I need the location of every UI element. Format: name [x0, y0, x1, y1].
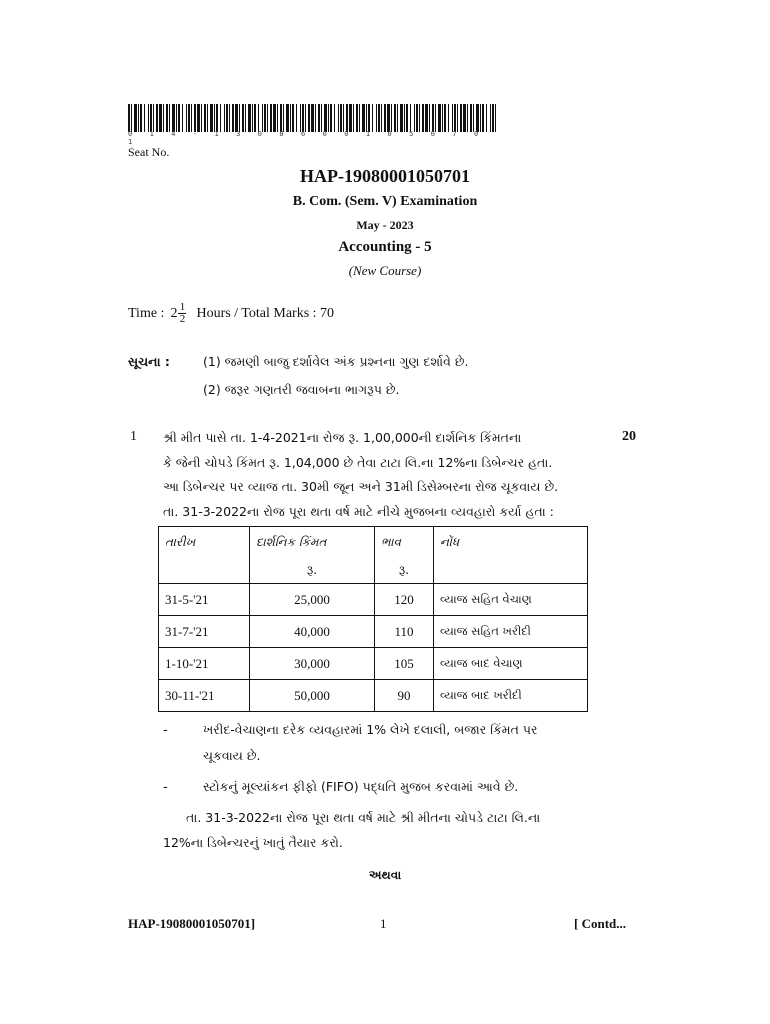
- time-marks-line: [128, 302, 334, 325]
- header-date: તારીખ: [159, 527, 250, 558]
- cell-rate: 110: [375, 616, 434, 648]
- seat-number-label: Seat No.: [128, 145, 170, 159]
- cell-date: 31-5-'21: [159, 584, 250, 616]
- cell-note: વ્યાજ બાદ વેચાણ: [434, 648, 588, 680]
- unit-face-value: રૂ.: [250, 557, 375, 584]
- table-unit-row: [159, 557, 588, 584]
- instruction-1: (1) જમણી બાજુ દર્શાવેલ અંક પ્રશ્નના ગુણ દર્શાવે છે.: [203, 354, 469, 369]
- note-bullet: -: [163, 722, 168, 738]
- note-1-line-1: ખરીદ-વેચાણના દરેક વ્યવહારમાં 1% લેખે દલાલી, બજાર કિંમત પર: [203, 722, 538, 737]
- table-row: [159, 680, 588, 712]
- table-row: [159, 616, 588, 648]
- task-line-1: તા. 31-3-2022ના રોજ પૂરા થતા વર્ષ માટે શ્રી મીતના ચોપડે ટાટા લિ.ના: [186, 810, 541, 825]
- instructions-label: સૂચના :: [128, 354, 170, 369]
- barcode-digits: 0 1 4 - 1 3 0 8 6 0 0 1 0 5 0 7 0 1: [128, 130, 485, 146]
- note-1-line-2: ચૂકવાય છે.: [203, 748, 261, 763]
- unit-rate: રૂ.: [375, 557, 434, 584]
- time-suffix: Hours / Total Marks : 70: [196, 305, 335, 321]
- cell-date: 30-11-'21: [159, 680, 250, 712]
- question-number: 1: [130, 429, 137, 444]
- cell-rate: 120: [375, 584, 434, 616]
- continued-label: [ Contd...: [574, 916, 627, 931]
- cell-face-value: 50,000: [250, 680, 375, 712]
- unit-note: [434, 557, 588, 584]
- subject-title: Accounting - 5: [338, 239, 432, 255]
- question-marks: 20: [622, 429, 636, 444]
- time-whole: 2: [170, 305, 178, 321]
- cell-date: 1-10-'21: [159, 648, 250, 680]
- question-line-2: કે જેની ચોપડે કિંમત રૂ. 1,04,000 છે તેવા ટાટા લિ.ના 12%ના ડિબેન્ચર હતા.: [163, 455, 553, 470]
- note-2-line-1: સ્ટોકનું મૂલ્યાંકન ફીફો (FIFO) પદ્ધતિ મુજબ કરવામાં આવે છે.: [203, 779, 519, 794]
- cell-date: 31-7-'21: [159, 616, 250, 648]
- cell-note: વ્યાજ સહિત વેચાણ: [434, 584, 588, 616]
- exam-title: B. Com. (Sem. V) Examination: [292, 194, 478, 209]
- cell-rate: 90: [375, 680, 434, 712]
- paper-code: HAP-19080001050701: [300, 166, 470, 186]
- header-face-value: દાર્શનિક કિંમત: [250, 527, 375, 558]
- transactions-table: [158, 526, 588, 712]
- time-fraction: [178, 302, 186, 325]
- table-row: [159, 584, 588, 616]
- table-header-row: [159, 527, 588, 558]
- cell-face-value: 30,000: [250, 648, 375, 680]
- header-note: નોંધ: [434, 527, 588, 558]
- cell-note: વ્યાજ સહિત ખરીદી: [434, 616, 588, 648]
- time-fraction-den: 2: [179, 313, 186, 325]
- header-rate: ભાવ: [375, 527, 434, 558]
- cell-face-value: 25,000: [250, 584, 375, 616]
- question-line-3: આ ડિબેન્ચર પર વ્યાજ તા. 30મી જૂન અને 31મી ડિસેમ્બરના રોજ ચૂકવાય છે.: [163, 479, 559, 494]
- time-prefix: Time :: [128, 305, 165, 321]
- page-number: 1: [380, 916, 387, 931]
- time-fraction-num: 1: [179, 301, 186, 313]
- course-label: (New Course): [348, 263, 422, 278]
- footer-paper-code: HAP-19080001050701]: [128, 916, 256, 931]
- cell-note: વ્યાજ બાદ ખરીદી: [434, 680, 588, 712]
- unit-date: [159, 557, 250, 584]
- cell-rate: 105: [375, 648, 434, 680]
- table-row: [159, 648, 588, 680]
- question-line-4: તા. 31-3-2022ના રોજ પૂરા થતા વર્ષ માટે નીચે મુજબના વ્યવહારો કર્યા હતા :: [163, 504, 554, 519]
- task-line-2: 12%ના ડિબેન્ચરનું ખાતું તૈયાર કરો.: [163, 835, 343, 850]
- note-bullet: -: [163, 779, 168, 795]
- or-label: અથવા: [368, 868, 402, 882]
- instruction-2: (2) જરૂર ગણતરી જવાબના ભાગરૂપ છે.: [203, 382, 400, 397]
- exam-month: May - 2023: [356, 218, 414, 232]
- cell-face-value: 40,000: [250, 616, 375, 648]
- question-line-1: શ્રી મીત પાસે તા. 1-4-2021ના રોજ રૂ. 1,00,000ની દાર્શનિક કિંમતના: [163, 430, 522, 445]
- barcode: [128, 104, 498, 132]
